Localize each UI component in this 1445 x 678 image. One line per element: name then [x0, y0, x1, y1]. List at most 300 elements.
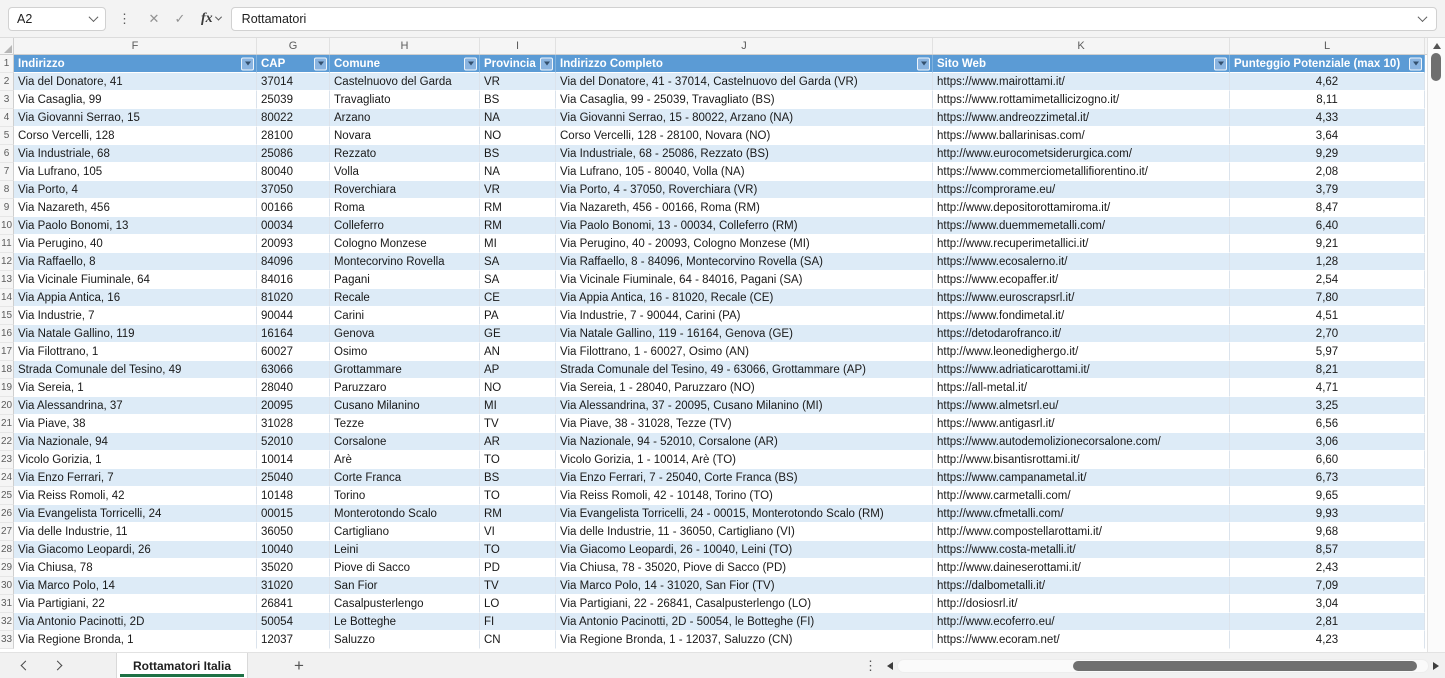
cell[interactable]: 7,09 — [1230, 577, 1425, 595]
cell[interactable]: Via Sereia, 1 - 28040, Paruzzaro (NO) — [556, 379, 933, 397]
cell[interactable]: Via Chiusa, 78 — [14, 559, 257, 577]
cell[interactable]: Monterotondo Scalo — [330, 505, 480, 523]
cell[interactable]: 20093 — [257, 235, 330, 253]
cell[interactable]: 2,43 — [1230, 559, 1425, 577]
cell[interactable]: TV — [480, 415, 556, 433]
cell[interactable]: https://www.fondimetal.it/ — [933, 307, 1230, 325]
cell[interactable]: PA — [480, 307, 556, 325]
row-number[interactable]: 30 — [0, 577, 14, 595]
cell[interactable]: GE — [480, 325, 556, 343]
cell[interactable]: Cartigliano — [330, 523, 480, 541]
formula-input[interactable] — [231, 7, 1437, 31]
row-number[interactable]: 14 — [0, 289, 14, 307]
cell[interactable]: TO — [480, 451, 556, 469]
cell[interactable]: https://www.almetsrl.eu/ — [933, 397, 1230, 415]
cell[interactable]: Via Reiss Romoli, 42 - 10148, Torino (TO) — [556, 487, 933, 505]
cell[interactable]: Paruzzaro — [330, 379, 480, 397]
cell[interactable]: https://www.ecosalerno.it/ — [933, 253, 1230, 271]
cell[interactable]: Via delle Industrie, 11 - 36050, Cartigliano (VI) — [556, 523, 933, 541]
cell[interactable]: Via Enzo Ferrari, 7 — [14, 469, 257, 487]
cell[interactable]: Via Paolo Bonomi, 13 - 00034, Colleferro (RM) — [556, 217, 933, 235]
cell[interactable]: Via Partigiani, 22 — [14, 595, 257, 613]
horizontal-scroll-thumb[interactable] — [1073, 661, 1418, 671]
cell[interactable]: Via del Donatore, 41 - 37014, Castelnuovo del Garda (VR) — [556, 73, 933, 91]
cell[interactable]: 50054 — [257, 613, 330, 631]
cell[interactable]: Via Porto, 4 - 37050, Roverchiara (VR) — [556, 181, 933, 199]
cell[interactable]: https://www.duemmemetalli.com/ — [933, 217, 1230, 235]
cell[interactable]: Via del Donatore, 41 — [14, 73, 257, 91]
row-number[interactable]: 6 — [0, 145, 14, 163]
cell[interactable]: 2,81 — [1230, 613, 1425, 631]
cell[interactable]: 6,56 — [1230, 415, 1425, 433]
cell[interactable]: Via Filottrano, 1 - 60027, Osimo (AN) — [556, 343, 933, 361]
select-all-corner[interactable] — [0, 38, 14, 54]
row-number[interactable]: 1 — [0, 55, 14, 73]
cell[interactable]: Via Evangelista Torricelli, 24 — [14, 505, 257, 523]
cell[interactable]: 00166 — [257, 199, 330, 217]
cell[interactable]: 84016 — [257, 271, 330, 289]
cell[interactable]: Vicolo Gorizia, 1 — [14, 451, 257, 469]
cell[interactable]: Via Evangelista Torricelli, 24 - 00015, Monterotondo Scalo (RM) — [556, 505, 933, 523]
cell[interactable]: Pagani — [330, 271, 480, 289]
column-header-L[interactable]: L — [1230, 38, 1425, 54]
filter-dropdown-icon[interactable] — [917, 57, 930, 70]
cell[interactable]: Via Natale Gallino, 119 - 16164, Genova (GE) — [556, 325, 933, 343]
cell[interactable]: https://www.autodemolizionecorsalone.com/ — [933, 433, 1230, 451]
cell[interactable]: Via Industriale, 68 - 25086, Rezzato (BS) — [556, 145, 933, 163]
cell[interactable]: Via Casaglia, 99 — [14, 91, 257, 109]
cell[interactable]: Montecorvino Rovella — [330, 253, 480, 271]
cell[interactable]: 10014 — [257, 451, 330, 469]
cancel-icon[interactable]: ✕ — [148, 10, 160, 26]
cell[interactable]: Via Filottrano, 1 — [14, 343, 257, 361]
cell[interactable]: http://www.recuperimetallici.it/ — [933, 235, 1230, 253]
sheet-tab-rottamatori-italia[interactable] — [116, 653, 248, 678]
cell[interactable]: 3,06 — [1230, 433, 1425, 451]
row-number[interactable]: 3 — [0, 91, 14, 109]
cell[interactable]: Via Giacomo Leopardi, 26 — [14, 541, 257, 559]
chevron-down-icon[interactable] — [89, 12, 99, 22]
cell[interactable]: Colleferro — [330, 217, 480, 235]
cell[interactable]: 2,08 — [1230, 163, 1425, 181]
cell[interactable]: 10148 — [257, 487, 330, 505]
cell[interactable]: Via Perugino, 40 — [14, 235, 257, 253]
cell[interactable]: http://www.daineserottami.it/ — [933, 559, 1230, 577]
cell[interactable]: Via Giacomo Leopardi, 26 - 10040, Leini (TO) — [556, 541, 933, 559]
cell[interactable]: https://www.rottamimetallicizogno.it/ — [933, 91, 1230, 109]
cell[interactable]: Saluzzo — [330, 631, 480, 649]
cell[interactable]: 1,28 — [1230, 253, 1425, 271]
cell[interactable]: Via Piave, 38 — [14, 415, 257, 433]
cell[interactable]: CE — [480, 289, 556, 307]
column-header-K[interactable]: K — [933, 38, 1230, 54]
cell[interactable]: http://www.depositorottamiroma.it/ — [933, 199, 1230, 217]
cell[interactable]: Casalpusterlengo — [330, 595, 480, 613]
row-number[interactable]: 23 — [0, 451, 14, 469]
expand-formula-bar-icon[interactable] — [1418, 12, 1428, 22]
next-sheet-button[interactable] — [46, 662, 68, 669]
cell[interactable]: Via Industrie, 7 - 90044, Carini (PA) — [556, 307, 933, 325]
horizontal-scrollbar[interactable] — [897, 659, 1429, 673]
cell[interactable]: Via Industriale, 68 — [14, 145, 257, 163]
cell[interactable]: Via Raffaello, 8 — [14, 253, 257, 271]
column-header-J[interactable]: J — [556, 38, 933, 54]
cell[interactable]: Via Nazareth, 456 — [14, 199, 257, 217]
cell[interactable]: 36050 — [257, 523, 330, 541]
cell[interactable]: RM — [480, 217, 556, 235]
cell[interactable]: https://www.commerciometallifiorentino.it/ — [933, 163, 1230, 181]
cell[interactable]: Via Sereia, 1 — [14, 379, 257, 397]
cell[interactable]: 8,21 — [1230, 361, 1425, 379]
cell[interactable]: Castelnuovo del Garda — [330, 73, 480, 91]
cell[interactable]: AR — [480, 433, 556, 451]
cell[interactable]: RM — [480, 199, 556, 217]
cell[interactable]: Piove di Sacco — [330, 559, 480, 577]
cell[interactable]: https://www.antigasrl.it/ — [933, 415, 1230, 433]
cell[interactable]: 20095 — [257, 397, 330, 415]
row-number[interactable]: 21 — [0, 415, 14, 433]
cell[interactable]: Tezze — [330, 415, 480, 433]
cell[interactable]: 5,97 — [1230, 343, 1425, 361]
cell[interactable]: Rezzato — [330, 145, 480, 163]
scroll-right-icon[interactable] — [1433, 662, 1439, 670]
cell[interactable]: 00034 — [257, 217, 330, 235]
confirm-icon[interactable]: ✓ — [174, 10, 186, 26]
filter-dropdown-icon[interactable] — [540, 57, 553, 70]
row-number[interactable]: 31 — [0, 595, 14, 613]
cell[interactable]: 4,23 — [1230, 631, 1425, 649]
row-number[interactable]: 4 — [0, 109, 14, 127]
fx-icon[interactable]: fx — [201, 10, 213, 26]
filter-dropdown-icon[interactable] — [241, 57, 254, 70]
header-cell[interactable] — [480, 55, 556, 73]
cell[interactable]: VR — [480, 73, 556, 91]
cell[interactable]: Via Appia Antica, 16 — [14, 289, 257, 307]
row-number[interactable]: 10 — [0, 217, 14, 235]
cell[interactable]: 37050 — [257, 181, 330, 199]
row-number[interactable]: 32 — [0, 613, 14, 631]
cell[interactable]: Via Antonio Pacinotti, 2D — [14, 613, 257, 631]
cell[interactable]: 16164 — [257, 325, 330, 343]
cell[interactable]: SA — [480, 271, 556, 289]
cell[interactable]: http://www.eurocometsiderurgica.com/ — [933, 145, 1230, 163]
cell[interactable]: Via Reiss Romoli, 42 — [14, 487, 257, 505]
row-number[interactable]: 19 — [0, 379, 14, 397]
cell[interactable]: 3,04 — [1230, 595, 1425, 613]
row-number[interactable]: 5 — [0, 127, 14, 145]
cell[interactable]: 10040 — [257, 541, 330, 559]
row-number[interactable]: 12 — [0, 253, 14, 271]
row-number[interactable]: 16 — [0, 325, 14, 343]
cell[interactable]: https://all-metal.it/ — [933, 379, 1230, 397]
vertical-scrollbar[interactable] — [1427, 38, 1445, 652]
cell[interactable]: Strada Comunale del Tesino, 49 - 63066, Grottammare (AP) — [556, 361, 933, 379]
cell[interactable]: NA — [480, 163, 556, 181]
cell[interactable]: 9,29 — [1230, 145, 1425, 163]
cell[interactable]: VI — [480, 523, 556, 541]
header-cell[interactable] — [556, 55, 933, 73]
cell[interactable]: https://www.ecopaffer.it/ — [933, 271, 1230, 289]
cell[interactable]: Via Porto, 4 — [14, 181, 257, 199]
cell[interactable]: Corte Franca — [330, 469, 480, 487]
cell[interactable]: Via Nazionale, 94 — [14, 433, 257, 451]
cell[interactable]: http://www.cfmetalli.com/ — [933, 505, 1230, 523]
column-header-H[interactable]: H — [330, 38, 480, 54]
cell[interactable]: San Fior — [330, 577, 480, 595]
cell[interactable]: https://www.ecoram.net/ — [933, 631, 1230, 649]
cell[interactable]: 80022 — [257, 109, 330, 127]
row-number[interactable]: 26 — [0, 505, 14, 523]
filter-dropdown-icon[interactable] — [464, 57, 477, 70]
cell[interactable]: 6,40 — [1230, 217, 1425, 235]
cell[interactable]: Corso Vercelli, 128 - 28100, Novara (NO) — [556, 127, 933, 145]
cell[interactable]: Cologno Monzese — [330, 235, 480, 253]
cell[interactable]: 00015 — [257, 505, 330, 523]
row-number[interactable]: 20 — [0, 397, 14, 415]
cell[interactable]: Via Alessandrina, 37 - 20095, Cusano Milanino (MI) — [556, 397, 933, 415]
cell[interactable]: RM — [480, 505, 556, 523]
cell[interactable]: Roverchiara — [330, 181, 480, 199]
cell[interactable]: 31028 — [257, 415, 330, 433]
header-cell[interactable] — [14, 55, 257, 73]
fx-chevron-icon[interactable] — [215, 14, 222, 21]
cell[interactable]: 9,68 — [1230, 523, 1425, 541]
cell[interactable]: TO — [480, 487, 556, 505]
filter-dropdown-icon[interactable] — [1214, 57, 1227, 70]
cell[interactable]: Via Alessandrina, 37 — [14, 397, 257, 415]
header-cell[interactable] — [933, 55, 1230, 73]
cell[interactable]: 25086 — [257, 145, 330, 163]
cell[interactable]: https://www.adriaticarottami.it/ — [933, 361, 1230, 379]
cell[interactable]: Via Lufrano, 105 — [14, 163, 257, 181]
row-number[interactable]: 22 — [0, 433, 14, 451]
row-number[interactable]: 28 — [0, 541, 14, 559]
cell[interactable]: 8,47 — [1230, 199, 1425, 217]
cell[interactable]: https://dalbometalli.it/ — [933, 577, 1230, 595]
cell[interactable]: LO — [480, 595, 556, 613]
cell[interactable]: 2,54 — [1230, 271, 1425, 289]
cell[interactable]: 9,65 — [1230, 487, 1425, 505]
cell[interactable]: 3,25 — [1230, 397, 1425, 415]
cell[interactable]: Genova — [330, 325, 480, 343]
cell[interactable]: Strada Comunale del Tesino, 49 — [14, 361, 257, 379]
scroll-up-icon[interactable] — [1433, 43, 1441, 49]
cell[interactable]: https://www.mairottami.it/ — [933, 73, 1230, 91]
cell[interactable]: FI — [480, 613, 556, 631]
cell[interactable]: http://www.compostellarottami.it/ — [933, 523, 1230, 541]
cell[interactable]: 26841 — [257, 595, 330, 613]
name-box[interactable] — [8, 7, 106, 31]
cell[interactable]: BS — [480, 145, 556, 163]
cell[interactable]: 2,70 — [1230, 325, 1425, 343]
cell[interactable]: AN — [480, 343, 556, 361]
cell[interactable]: Via Marco Polo, 14 - 31020, San Fior (TV) — [556, 577, 933, 595]
cell[interactable]: Via Chiusa, 78 - 35020, Piove di Sacco (PD) — [556, 559, 933, 577]
cell[interactable]: Arè — [330, 451, 480, 469]
cell[interactable]: Via Raffaello, 8 - 84096, Montecorvino Rovella (SA) — [556, 253, 933, 271]
row-number[interactable]: 29 — [0, 559, 14, 577]
cell[interactable]: 12037 — [257, 631, 330, 649]
prev-sheet-button[interactable] — [14, 662, 36, 669]
scroll-left-icon[interactable] — [887, 662, 893, 670]
cell[interactable]: Volla — [330, 163, 480, 181]
cell[interactable]: 4,51 — [1230, 307, 1425, 325]
cell[interactable]: Via Regione Bronda, 1 - 12037, Saluzzo (CN) — [556, 631, 933, 649]
filter-dropdown-icon[interactable] — [314, 57, 327, 70]
cell[interactable]: 8,57 — [1230, 541, 1425, 559]
cell[interactable]: TO — [480, 541, 556, 559]
cell[interactable]: https://detodarofranco.it/ — [933, 325, 1230, 343]
cell[interactable]: 8,11 — [1230, 91, 1425, 109]
cell[interactable]: PD — [480, 559, 556, 577]
cell[interactable]: Via Nazionale, 94 - 52010, Corsalone (AR) — [556, 433, 933, 451]
cell[interactable]: Carini — [330, 307, 480, 325]
header-cell[interactable] — [330, 55, 480, 73]
cell[interactable]: Via Lufrano, 105 - 80040, Volla (NA) — [556, 163, 933, 181]
cell[interactable]: Via Industrie, 7 — [14, 307, 257, 325]
row-number[interactable]: 25 — [0, 487, 14, 505]
cell[interactable]: Osimo — [330, 343, 480, 361]
cell[interactable]: Vicolo Gorizia, 1 - 10014, Arè (TO) — [556, 451, 933, 469]
cell[interactable]: 6,60 — [1230, 451, 1425, 469]
cell[interactable]: Le Botteghe — [330, 613, 480, 631]
cell[interactable]: Leini — [330, 541, 480, 559]
cell[interactable]: 52010 — [257, 433, 330, 451]
cell[interactable]: NO — [480, 379, 556, 397]
cell[interactable]: Via Appia Antica, 16 - 81020, Recale (CE) — [556, 289, 933, 307]
cell[interactable]: CN — [480, 631, 556, 649]
row-number[interactable]: 9 — [0, 199, 14, 217]
cell[interactable]: 60027 — [257, 343, 330, 361]
cell[interactable]: Corsalone — [330, 433, 480, 451]
cell[interactable]: Via Giovanni Serrao, 15 - 80022, Arzano (NA) — [556, 109, 933, 127]
row-number[interactable]: 2 — [0, 73, 14, 91]
row-number[interactable]: 13 — [0, 271, 14, 289]
cell[interactable]: TV — [480, 577, 556, 595]
cell[interactable]: https://www.ballarinisas.com/ — [933, 127, 1230, 145]
cell[interactable]: 84096 — [257, 253, 330, 271]
cell[interactable]: http://www.carmetalli.com/ — [933, 487, 1230, 505]
row-number[interactable]: 18 — [0, 361, 14, 379]
cell[interactable]: Corso Vercelli, 128 — [14, 127, 257, 145]
cell[interactable]: BS — [480, 469, 556, 487]
cell[interactable]: Via Natale Gallino, 119 — [14, 325, 257, 343]
cell[interactable]: 25040 — [257, 469, 330, 487]
vertical-scroll-thumb[interactable] — [1431, 53, 1441, 81]
column-header-G[interactable]: G — [257, 38, 330, 54]
cell[interactable]: BS — [480, 91, 556, 109]
cell[interactable]: 6,73 — [1230, 469, 1425, 487]
cell[interactable]: 25039 — [257, 91, 330, 109]
add-sheet-button[interactable]: + — [294, 656, 304, 675]
cell[interactable]: 35020 — [257, 559, 330, 577]
row-number[interactable]: 11 — [0, 235, 14, 253]
cell[interactable]: 9,93 — [1230, 505, 1425, 523]
cell[interactable]: 3,79 — [1230, 181, 1425, 199]
cell[interactable]: Novara — [330, 127, 480, 145]
cell[interactable]: https://comprorame.eu/ — [933, 181, 1230, 199]
cell[interactable]: Via Casaglia, 99 - 25039, Travagliato (BS) — [556, 91, 933, 109]
cell[interactable]: Torino — [330, 487, 480, 505]
cell[interactable]: AP — [480, 361, 556, 379]
cell[interactable]: 63066 — [257, 361, 330, 379]
sheet-options-kebab-icon[interactable]: ⋮ — [864, 657, 877, 673]
cell[interactable]: 80040 — [257, 163, 330, 181]
row-number[interactable]: 17 — [0, 343, 14, 361]
chevron-left-icon — [20, 661, 30, 671]
row-number[interactable]: 33 — [0, 631, 14, 649]
cell[interactable]: Via Enzo Ferrari, 7 - 25040, Corte Franca (BS) — [556, 469, 933, 487]
cell[interactable]: Via Giovanni Serrao, 15 — [14, 109, 257, 127]
filter-dropdown-icon[interactable] — [1409, 57, 1422, 70]
cell[interactable]: 81020 — [257, 289, 330, 307]
cell[interactable]: 31020 — [257, 577, 330, 595]
cell[interactable]: Travagliato — [330, 91, 480, 109]
row-number[interactable]: 27 — [0, 523, 14, 541]
cell[interactable]: http://dosiosrl.it/ — [933, 595, 1230, 613]
cell[interactable]: Arzano — [330, 109, 480, 127]
cell[interactable]: 37014 — [257, 73, 330, 91]
row-number[interactable]: 8 — [0, 181, 14, 199]
cell[interactable]: NO — [480, 127, 556, 145]
column-header-I[interactable]: I — [480, 38, 556, 54]
cell[interactable]: http://www.bisantisrottami.it/ — [933, 451, 1230, 469]
cell[interactable]: MI — [480, 397, 556, 415]
cell[interactable]: 4,71 — [1230, 379, 1425, 397]
cell[interactable]: Cusano Milanino — [330, 397, 480, 415]
cell[interactable]: 90044 — [257, 307, 330, 325]
cell[interactable]: 3,64 — [1230, 127, 1425, 145]
cell[interactable]: Roma — [330, 199, 480, 217]
cell[interactable]: 28040 — [257, 379, 330, 397]
cell[interactable]: https://www.euroscrapsrl.it/ — [933, 289, 1230, 307]
cell[interactable]: https://www.campanametal.it/ — [933, 469, 1230, 487]
cell[interactable]: Grottammare — [330, 361, 480, 379]
cell[interactable]: Via Regione Bronda, 1 — [14, 631, 257, 649]
cell[interactable]: 4,33 — [1230, 109, 1425, 127]
cell[interactable]: MI — [480, 235, 556, 253]
row-number[interactable]: 15 — [0, 307, 14, 325]
cell[interactable]: 4,62 — [1230, 73, 1425, 91]
cell[interactable]: http://www.ecoferro.eu/ — [933, 613, 1230, 631]
cell[interactable]: Via Vicinale Fiuminale, 64 - 84016, Pagani (SA) — [556, 271, 933, 289]
cell[interactable]: Via Partigiani, 22 - 26841, Casalpusterlengo (LO) — [556, 595, 933, 613]
cell[interactable]: https://www.andreozzimetal.it/ — [933, 109, 1230, 127]
row-number[interactable]: 7 — [0, 163, 14, 181]
cell[interactable]: 9,21 — [1230, 235, 1425, 253]
header-cell[interactable] — [257, 55, 330, 73]
cell[interactable]: https://www.costa-metalli.it/ — [933, 541, 1230, 559]
row-number[interactable]: 24 — [0, 469, 14, 487]
header-cell[interactable] — [1230, 55, 1425, 73]
cell[interactable]: 7,80 — [1230, 289, 1425, 307]
cell[interactable]: Via Perugino, 40 - 20093, Cologno Monzese (MI) — [556, 235, 933, 253]
cell[interactable]: Via Marco Polo, 14 — [14, 577, 257, 595]
cell[interactable]: NA — [480, 109, 556, 127]
column-header-F[interactable]: F — [14, 38, 257, 54]
cell[interactable]: Via Nazareth, 456 - 00166, Roma (RM) — [556, 199, 933, 217]
cell[interactable]: VR — [480, 181, 556, 199]
cell[interactable]: Via Vicinale Fiuminale, 64 — [14, 271, 257, 289]
cell[interactable]: SA — [480, 253, 556, 271]
cell[interactable]: Via Piave, 38 - 31028, Tezze (TV) — [556, 415, 933, 433]
cell[interactable]: Via Antonio Pacinotti, 2D - 50054, le Botteghe (FI) — [556, 613, 933, 631]
cell[interactable]: Via delle Industrie, 11 — [14, 523, 257, 541]
cell[interactable]: 28100 — [257, 127, 330, 145]
cell[interactable]: Via Paolo Bonomi, 13 — [14, 217, 257, 235]
cell[interactable]: http://www.leonedighergo.it/ — [933, 343, 1230, 361]
cell[interactable]: Recale — [330, 289, 480, 307]
